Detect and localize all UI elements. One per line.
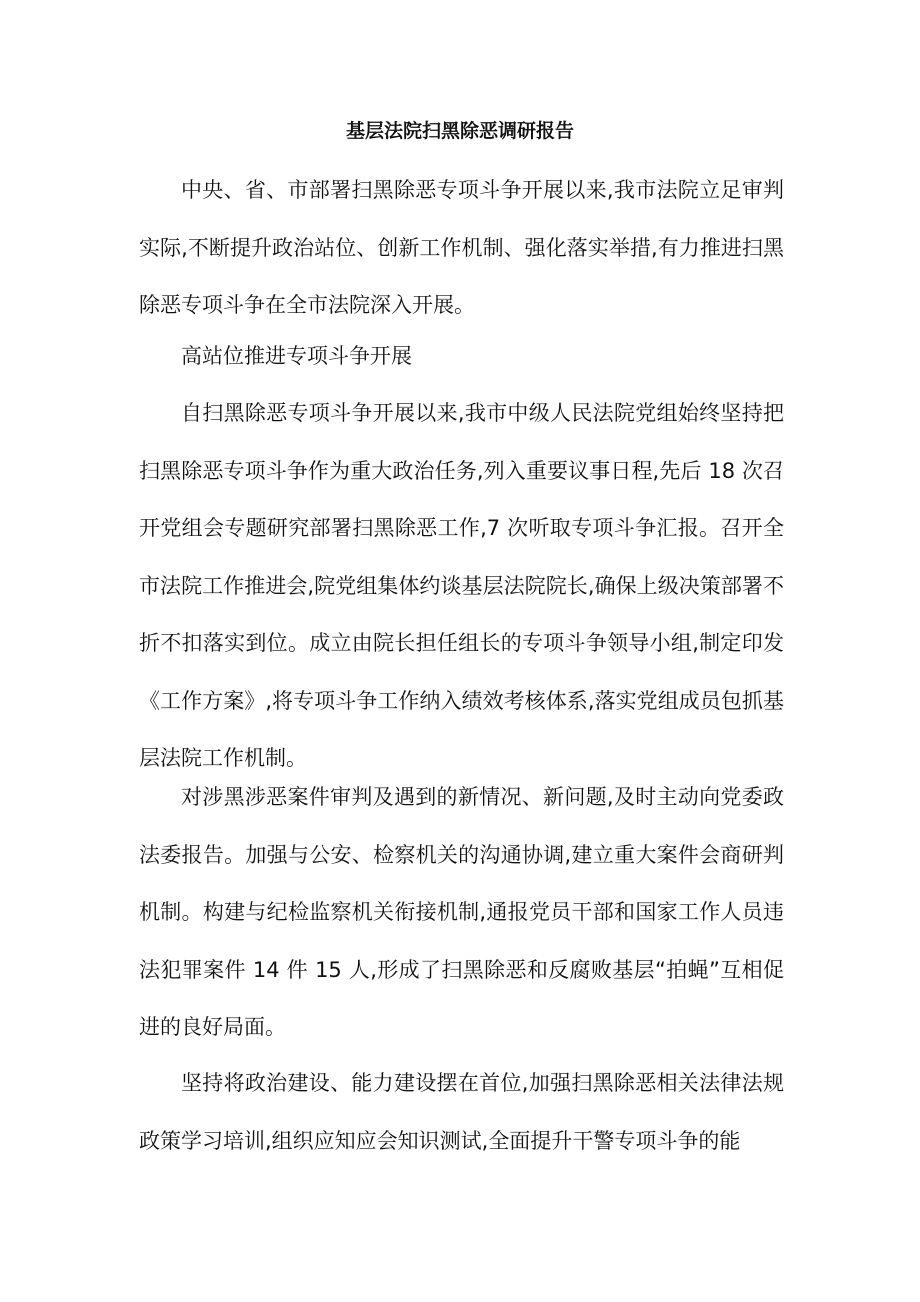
paragraph-body: 自扫黑除恶专项斗争开展以来,我市中级人民法院党组始终坚持把扫黑除恶专项斗争作为重大政治任务,列入重要议事日程,先后 18 次召开党组会专题研究部署扫黑除恶工作,7 次听取专项斗争汇报。召开全市法院工作推进会,院党组集体约谈基层法院院长,确保上级决策部署不折不扣落实到位。成立由院长担任组长的专项斗争领导小组,制定印发《工作方案》,将专项斗争工作纳入绩效考核体系,落实党组成员包抓基层法院工作机制。	[139, 401, 784, 770]
paragraph-body: 对涉黑涉恶案件审判及遇到的新情况、新问题,及时主动向党委政法委报告。加强与公安、检察机关的沟通协调,建立重大案件会商研判机制。构建与纪检监察机关衔接机制,通报党员干部和国家工作人员违法犯罪案件 14 件 15 人,形成了扫黑除恶和反腐败基层“拍蝇”互相促进的良好局面。	[139, 785, 784, 1039]
document-title: 基层法院扫黑除恶调研报告	[345, 120, 574, 142]
paragraph-intro: 中央、省、市部署扫黑除恶专项斗争开展以来,我市法院立足审判实际,不断提升政治站位、创新工作机制、强化落实举措,有力推进扫黑除恶专项斗争在全市法院深入开展。	[139, 178, 784, 317]
section-heading: 高站位推进专项斗争开展	[181, 344, 412, 368]
paragraph-body: 坚持将政治建设、能力建设摆在首位,加强扫黑除恶相关法律法规政策学习培训,组织应知应会知识测试,全面提升干警专项斗争的能	[139, 1071, 784, 1153]
